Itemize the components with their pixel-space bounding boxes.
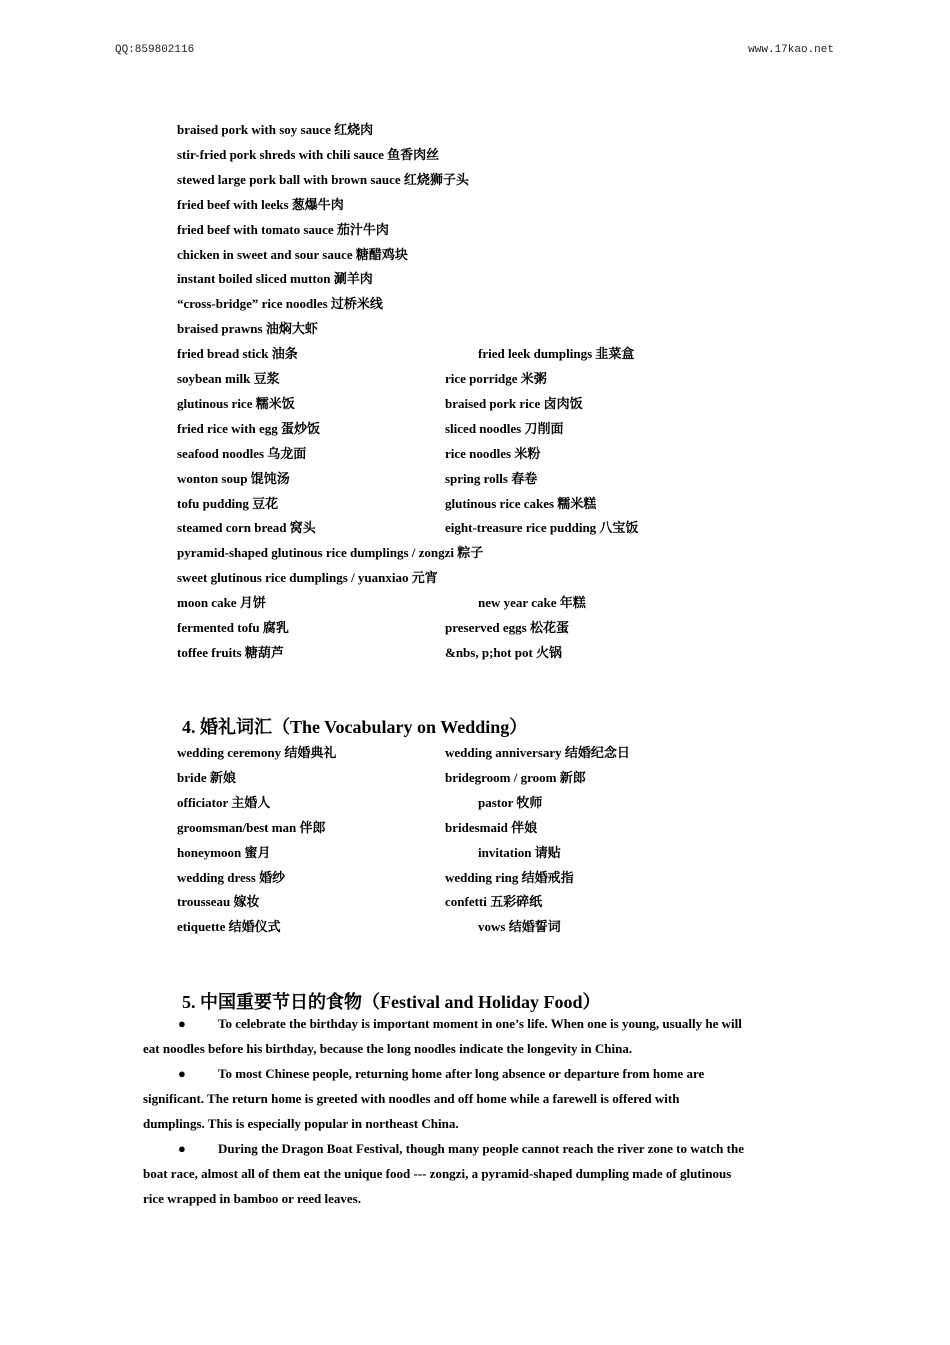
vocab-term: toffee fruits 糖葫芦 xyxy=(177,644,284,660)
vocab-term: soybean milk 豆浆 xyxy=(177,371,280,386)
section-5-title: 5. 中国重要节日的食物（Festival and Holiday Food） xyxy=(182,992,601,1012)
vocab-term: stir-fried pork shreds with chili sauce 鱼香肉丝 xyxy=(177,146,440,162)
vocab-term: pyramid-shaped glutinous rice dumplings / zongzi 粽子 xyxy=(177,545,484,561)
vocab-term: stewed large pork ball with brown sauce 红烧狮子头 xyxy=(177,171,469,187)
vocab-row xyxy=(177,617,817,637)
vocab-term: fermented tofu 腐乳 xyxy=(177,620,289,635)
vocab-term: braised prawns 油焖大虾 xyxy=(177,321,318,337)
bullet-paragraph-first-line xyxy=(178,1141,744,1157)
bullet-text: To most Chinese people, returning home after long absence or departure from home are xyxy=(218,1066,705,1081)
vocab-row xyxy=(177,393,817,413)
vocab-term: preserved eggs 松花蛋 xyxy=(445,620,569,635)
bullet-text: To celebrate the birthday is important moment in one’s life. When one is young, usually he will xyxy=(218,1016,742,1031)
vocab-term: invitation 请贴 xyxy=(478,844,561,860)
vocab-row xyxy=(177,517,817,537)
vocab-term: wedding ring 结婚戒指 xyxy=(445,869,574,885)
paragraph-line: eat noodles before his birthday, because the long noodles indicate the longevity in China. xyxy=(143,1041,633,1056)
vocab-term: moon cake 月饼 xyxy=(177,595,266,611)
vocab-term: fried beef with leeks 葱爆牛肉 xyxy=(177,196,344,212)
vocab-term: fried leek dumplings 韭菜盒 xyxy=(478,346,635,362)
vocab-term: officiator 主婚人 xyxy=(177,794,271,810)
vocab-term: rice noodles 米粉 xyxy=(445,445,541,461)
vocab-row xyxy=(177,891,817,911)
vocab-term: steamed corn bread 窝头 xyxy=(177,520,316,536)
paragraph-line: boat race, almost all of them eat the unique food --- zongzi, a pyramid-shaped dumpling made of glutinous xyxy=(143,1166,732,1181)
bullet-text: During the Dragon Boat Festival, though many people cannot reach the river zone to watch the xyxy=(218,1141,744,1156)
vocab-term: honeymoon 蜜月 xyxy=(177,844,271,860)
vocab-row xyxy=(177,219,817,239)
header-qq: QQ:859802116 xyxy=(115,44,195,56)
vocab-row xyxy=(177,567,817,587)
vocab-row xyxy=(177,642,817,662)
vocab-term: seafood noodles 乌龙面 xyxy=(177,445,307,461)
vocab-term: eight-treasure rice pudding 八宝饭 xyxy=(445,520,639,536)
vocab-term: sweet glutinous rice dumplings / yuanxiao 元宵 xyxy=(177,570,438,586)
vocab-term: instant boiled sliced mutton 涮羊肉 xyxy=(177,271,373,287)
vocab-row xyxy=(177,293,817,313)
paragraph-line: dumplings. This is especially popular in northeast China. xyxy=(143,1116,459,1131)
paragraph-line: significant. The return home is greeted with noodles and off home while a farewell is offered with xyxy=(143,1091,680,1106)
vocab-row xyxy=(177,119,817,139)
vocab-term: bride 新娘 xyxy=(177,769,236,785)
vocab-row xyxy=(177,144,817,164)
vocab-row xyxy=(177,767,817,787)
vocab-term: bridegroom / groom 新郎 xyxy=(445,769,586,785)
bullet-icon: ● xyxy=(178,1141,186,1156)
vocab-row xyxy=(177,842,817,862)
vocab-row xyxy=(177,268,817,288)
vocab-term: pastor 牧师 xyxy=(478,794,543,810)
vocab-row xyxy=(177,169,817,189)
vocab-term: sliced noodles 刀削面 xyxy=(445,420,564,436)
bullet-icon: ● xyxy=(178,1016,186,1031)
vocab-row xyxy=(177,343,817,363)
vocab-row xyxy=(177,318,817,338)
vocab-term: rice porridge 米粥 xyxy=(445,371,547,386)
vocab-term: vows 结婚誓词 xyxy=(478,919,561,935)
vocab-term: glutinous rice 糯米饭 xyxy=(177,395,295,411)
vocab-term: &nbs, p;hot pot 火锅 xyxy=(445,644,563,660)
vocab-row xyxy=(177,194,817,214)
vocab-term: wedding anniversary 结婚纪念日 xyxy=(445,745,630,760)
vocab-row xyxy=(177,542,817,562)
vocab-row xyxy=(177,916,817,936)
vocab-term: wedding dress 婚纱 xyxy=(177,869,286,885)
bullet-paragraph-first-line xyxy=(178,1066,704,1082)
header-website: www.17kao.net xyxy=(748,44,834,56)
vocab-term: bridesmaid 伴娘 xyxy=(445,819,538,835)
vocab-term: trousseau 嫁妆 xyxy=(177,894,260,910)
vocab-row xyxy=(177,742,817,762)
vocab-term: braised pork with soy sauce 红烧肉 xyxy=(177,122,374,137)
vocab-term: tofu pudding 豆花 xyxy=(177,495,279,511)
vocab-term: wonton soup 馄饨汤 xyxy=(177,470,290,486)
vocab-term: etiquette 结婚仪式 xyxy=(177,919,281,935)
vocab-term: fried beef with tomato sauce 茄汁牛肉 xyxy=(177,221,389,237)
vocab-term: “cross-bridge” rice noodles 过桥米线 xyxy=(177,296,383,312)
vocab-term: spring rolls 春卷 xyxy=(445,470,538,486)
vocab-term: braised pork rice 卤肉饭 xyxy=(445,395,583,411)
vocab-term: new year cake 年糕 xyxy=(478,595,586,611)
vocab-row xyxy=(177,592,817,612)
vocab-row xyxy=(177,244,817,264)
bullet-icon: ● xyxy=(178,1066,186,1081)
vocab-row xyxy=(177,817,817,837)
vocab-row xyxy=(177,418,817,438)
vocab-term: wedding ceremony 结婚典礼 xyxy=(177,745,337,760)
bullet-paragraph-first-line xyxy=(178,1016,742,1032)
vocab-term: fried bread stick 油条 xyxy=(177,346,298,362)
vocab-term: confetti 五彩碎纸 xyxy=(445,894,543,910)
vocab-row xyxy=(177,792,817,812)
vocab-row xyxy=(177,368,817,388)
vocab-row xyxy=(177,468,817,488)
vocab-term: groomsman/best man 伴郎 xyxy=(177,819,326,835)
vocab-row xyxy=(177,443,817,463)
vocab-row xyxy=(177,867,817,887)
vocab-term: chicken in sweet and sour sauce 糖醋鸡块 xyxy=(177,246,408,262)
vocab-term: glutinous rice cakes 糯米糕 xyxy=(445,495,597,511)
vocab-row xyxy=(177,493,817,513)
section-4-title: 4. 婚礼词汇（The Vocabulary on Wedding） xyxy=(182,717,528,737)
paragraph-line: rice wrapped in bamboo or reed leaves. xyxy=(143,1191,361,1206)
vocab-term: fried rice with egg 蛋炒饭 xyxy=(177,420,320,436)
